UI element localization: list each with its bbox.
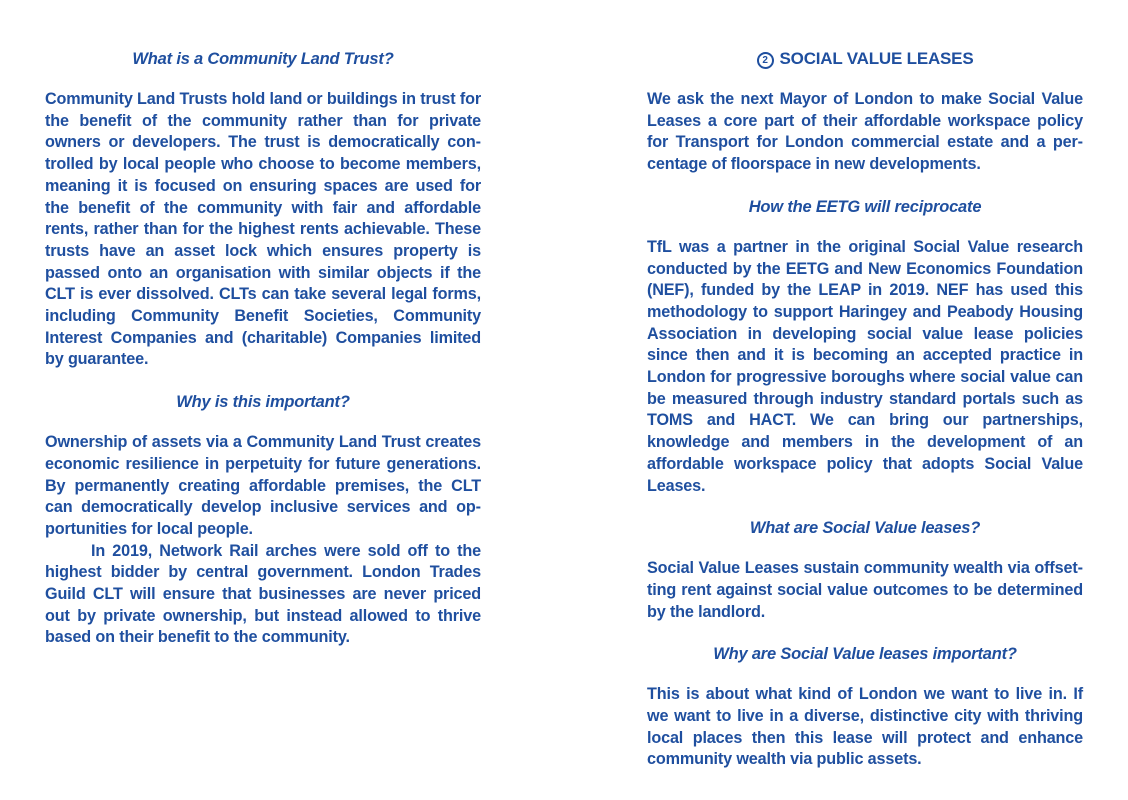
spacer: [647, 667, 1083, 684]
paragraph-mayor-ask: We ask the next Mayor of London to make Social Value Leases a core part of their affordable workspace policy for Transport for London commercial estate and a percentage of floorspace in new developments.: [647, 90, 1083, 174]
spacer: [647, 72, 1083, 89]
spacer: [647, 220, 1083, 237]
spacer: [647, 176, 1083, 194]
heading-eetg-reciprocate: How the EETG will reciprocate: [748, 197, 982, 216]
heading-what-are-svl: What are Social Value leases?: [749, 519, 981, 538]
spacer: [45, 415, 481, 432]
left-page: [45, 46, 481, 649]
heading-what-is-clt: What is a Community Land Trust?: [132, 50, 394, 68]
spacer: [647, 623, 1083, 641]
section-title-text: SOCIAL VALUE LEASES: [779, 49, 974, 68]
spacer: [647, 497, 1083, 515]
paragraph-ownership: Ownership of assets via a Community Land Trust creates economic resilience in perpetuity for future generations. By permanently creating affordable premises, the CLT can democratically develop inclusive services and opportunities for local people.: [45, 433, 481, 538]
section-number-badge: 2: [757, 52, 774, 69]
paragraph-svl-definition: Social Value Leases sustain community wealth via offsetting rent against social value outcomes to be determined by the landlord.: [647, 559, 1083, 621]
right-page: [647, 46, 1083, 771]
paragraph-clt-definition: Community Land Trusts hold land or buildings in trust for the benefit of the community rather than for private owners or developers. The trust is democratically controlled by local people who choose to become members, meaning it is focused on ensuring spaces are used for the benefit of the community with fair and affordable rents, rather than for the highest rents achievable. These trusts have an asset lock which ensures property is passed onto an organisation with similar objects if the CLT is ever dissolved. CLTs can take several legal forms, including Community Benefit Societies, Community Interest Companies and (charitable) Companies limited by guarantee.: [45, 90, 481, 369]
spacer: [647, 541, 1083, 558]
heading-why-svl-important: Why are Social Value leases important?: [713, 645, 1017, 664]
heading-why-important: Why is this important?: [176, 393, 350, 412]
paragraph-network-rail: In 2019, Network Rail arches were sold off to the highest bidder by central government. London Trades Guild CLT will ensure that businesses are never priced out by private ownership, but instead allowed to thrive based on their benefit to the community.: [45, 541, 481, 647]
spacer: [45, 371, 481, 389]
section-title: [647, 46, 1083, 72]
paragraph-london-vision: This is about what kind of London we want to live in. If we want to live in a diverse, distinctive city with thriving local places then this lease will protect and enhance community wealth via public assets.: [647, 685, 1083, 769]
paragraph-tfl-partner: TfL was a partner in the original Social Value research conducted by the EETG and New Economics Foundation (NEF), funded by the LEAP in 2019. NEF has used this methodology to support Haringey and Peabody Housing Association in developing social value lease policies since then and it is becoming an accepted practice in London for progressive boroughs where social value can be measured through industry standard portals such as TOMS and HACT. We can bring our partnerships, knowledge and members in the development of an affordable workspace policy that adopts Social Value Leases.: [647, 237, 1083, 495]
spacer: [45, 72, 481, 89]
